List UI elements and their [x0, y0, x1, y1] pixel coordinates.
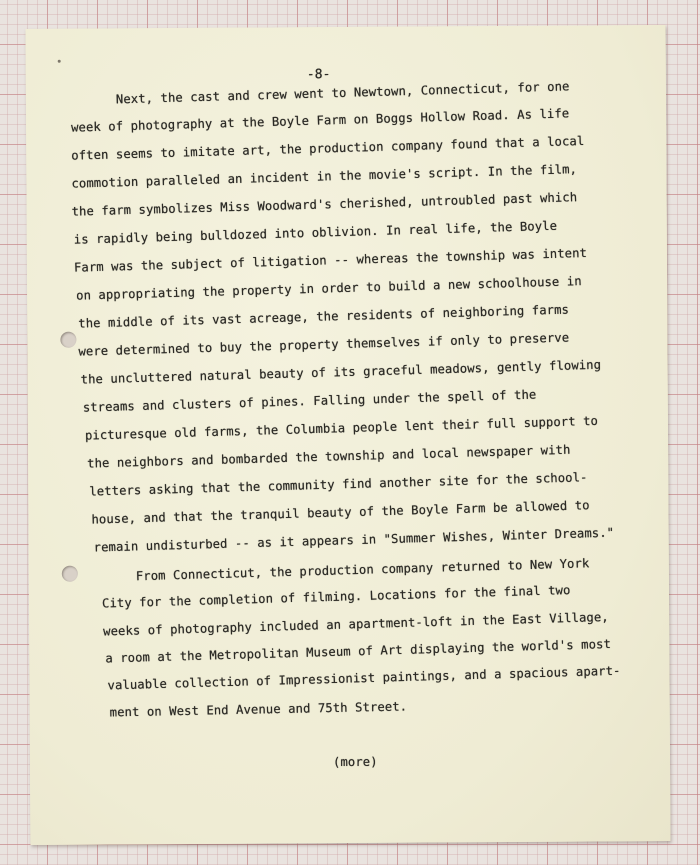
- text-line: the farm symbolizes Miss Woodward's cherished, untroubled past which: [71, 190, 578, 219]
- text-line: From Connecticut, the production company returned to New York: [135, 556, 590, 584]
- typed-page: [26, 25, 671, 845]
- text-line: on appropriating the property in order to build a new schoolhouse in: [75, 274, 582, 303]
- text-line: the neighbors and bombarded the township and local newspaper with: [86, 442, 571, 471]
- text-line: City for the completion of filming. Locations for the final two: [101, 583, 571, 611]
- text-line: were determined to buy the property themselves if only to preserve: [78, 330, 570, 359]
- text-line: house, and that the tranquil beauty of the Boyle Farm be allowed to: [91, 498, 590, 527]
- text-line: remain undisturbed -- as it appears in "Summer Wishes, Winter Dreams.": [93, 525, 615, 555]
- text-line: ment on West End Avenue and 75th Street.: [109, 699, 408, 720]
- text-line: is rapidly being bulldozed into oblivion. In real life, the Boyle: [73, 218, 558, 247]
- text-line: the uncluttered natural beauty of its graceful meadows, gently flowing: [80, 357, 602, 387]
- continuation-marker: (more): [332, 754, 378, 770]
- text-line: commotion paralleled an incident in the movie's script. In the film,: [71, 162, 578, 191]
- text-line: valuable collection of Impressionist paintings, and a spacious apart-: [107, 663, 621, 693]
- text-line: often seems to imitate art, the production company found that a local: [71, 133, 585, 163]
- text-line: week of photography at the Boyle Farm on Boggs Hollow Road. As life: [70, 106, 570, 135]
- text-line: picturesque old farms, the Columbia people lent their full support to: [84, 413, 599, 443]
- punch-hole-top: [60, 332, 76, 348]
- text-line: letters asking that the community find another site for the school-: [89, 470, 588, 499]
- text-line: Next, the cast and crew went to Newtown, Connecticut, for one: [115, 79, 570, 107]
- text-line: streams and clusters of pines. Falling under the spell of the: [82, 387, 537, 415]
- paper-speck: [58, 60, 61, 63]
- text-line: Farm was the subject of litigation -- whereas the township was intent: [73, 245, 588, 275]
- page-number: -8-: [306, 67, 331, 83]
- text-line: weeks of photography included an apartment-loft in the East Village,: [102, 609, 609, 639]
- text-line: the middle of its vast acreage, the residents of neighboring farms: [78, 302, 570, 331]
- text-line: a room at the Metropolitan Museum of Art displaying the world's most: [105, 636, 612, 666]
- punch-hole-bottom: [62, 566, 78, 582]
